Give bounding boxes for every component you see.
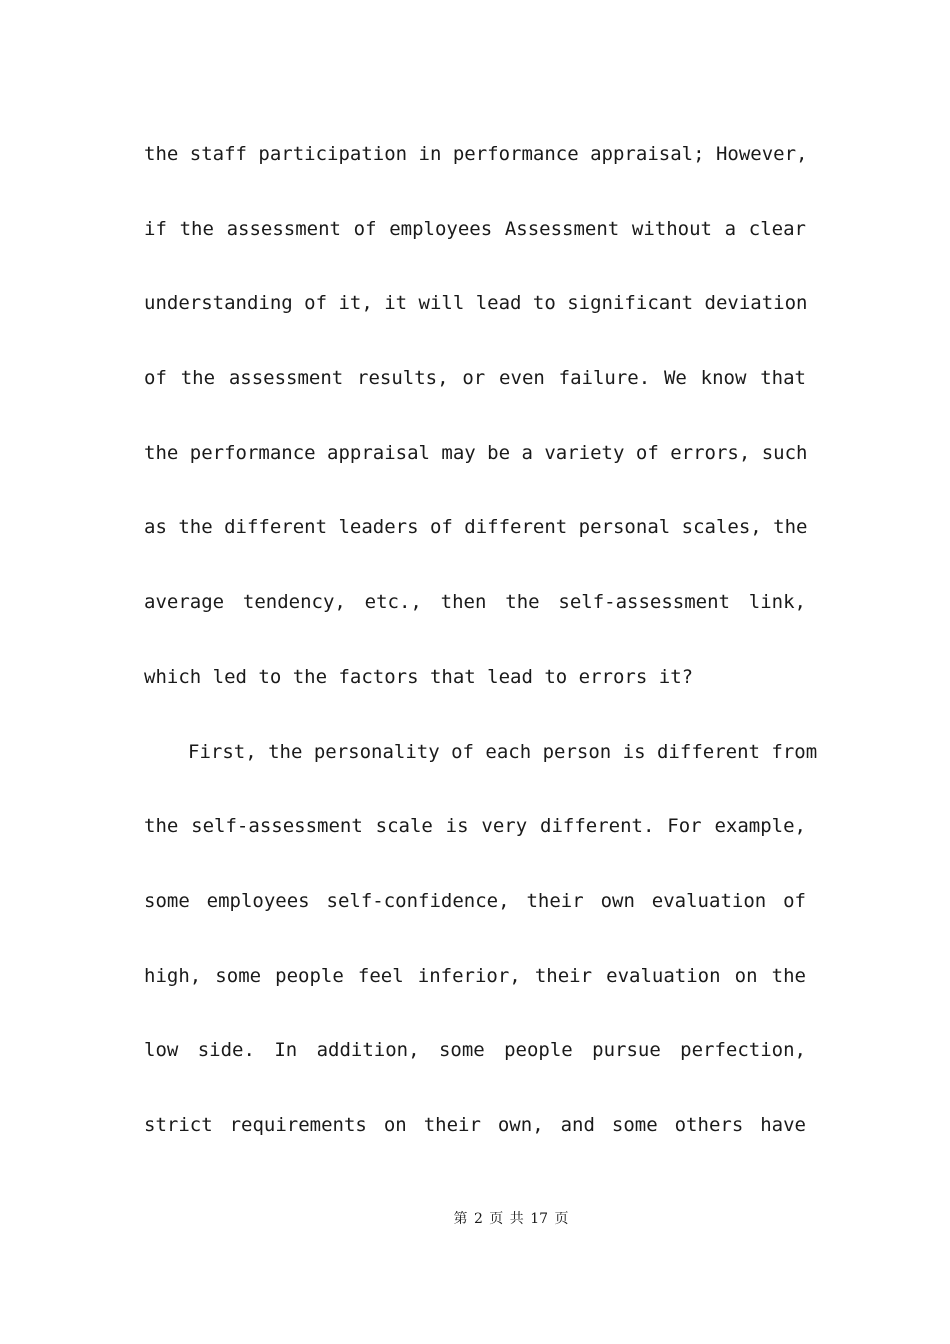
text-line: some employees self-confidence, their own evaluation of	[144, 889, 806, 912]
text-line: strict requirements on their own, and some others have	[144, 1113, 806, 1136]
text-line: high, some people feel inferior, their evaluation on the	[144, 964, 806, 987]
text-line: if the assessment of employees Assessment without a clear	[144, 217, 806, 240]
text-line: the self-assessment scale is very different. For example,	[144, 815, 806, 838]
page-number-footer: 第 2 页 共 17 页	[453, 1211, 569, 1227]
paragraph-first-line: First, the personality of each person is different from	[188, 740, 818, 763]
text-line: which led to the factors that lead to errors it?	[144, 665, 694, 688]
text-line: of the assessment results, or even failure. We know that	[144, 367, 806, 390]
text-line: low side. In addition, some people pursue perfection,	[144, 1039, 806, 1062]
body-text	[144, 132, 818, 1178]
text-line: as the different leaders of different personal scales, the	[144, 516, 808, 539]
text-line: the performance appraisal may be a variety of errors, such	[144, 441, 808, 464]
text-line: the staff participation in performance appraisal; However,	[144, 143, 808, 165]
text-line: understanding of it, it will lead to significant deviation	[144, 292, 808, 315]
text-line: average tendency, etc., then the self-assessment link,	[144, 591, 806, 614]
